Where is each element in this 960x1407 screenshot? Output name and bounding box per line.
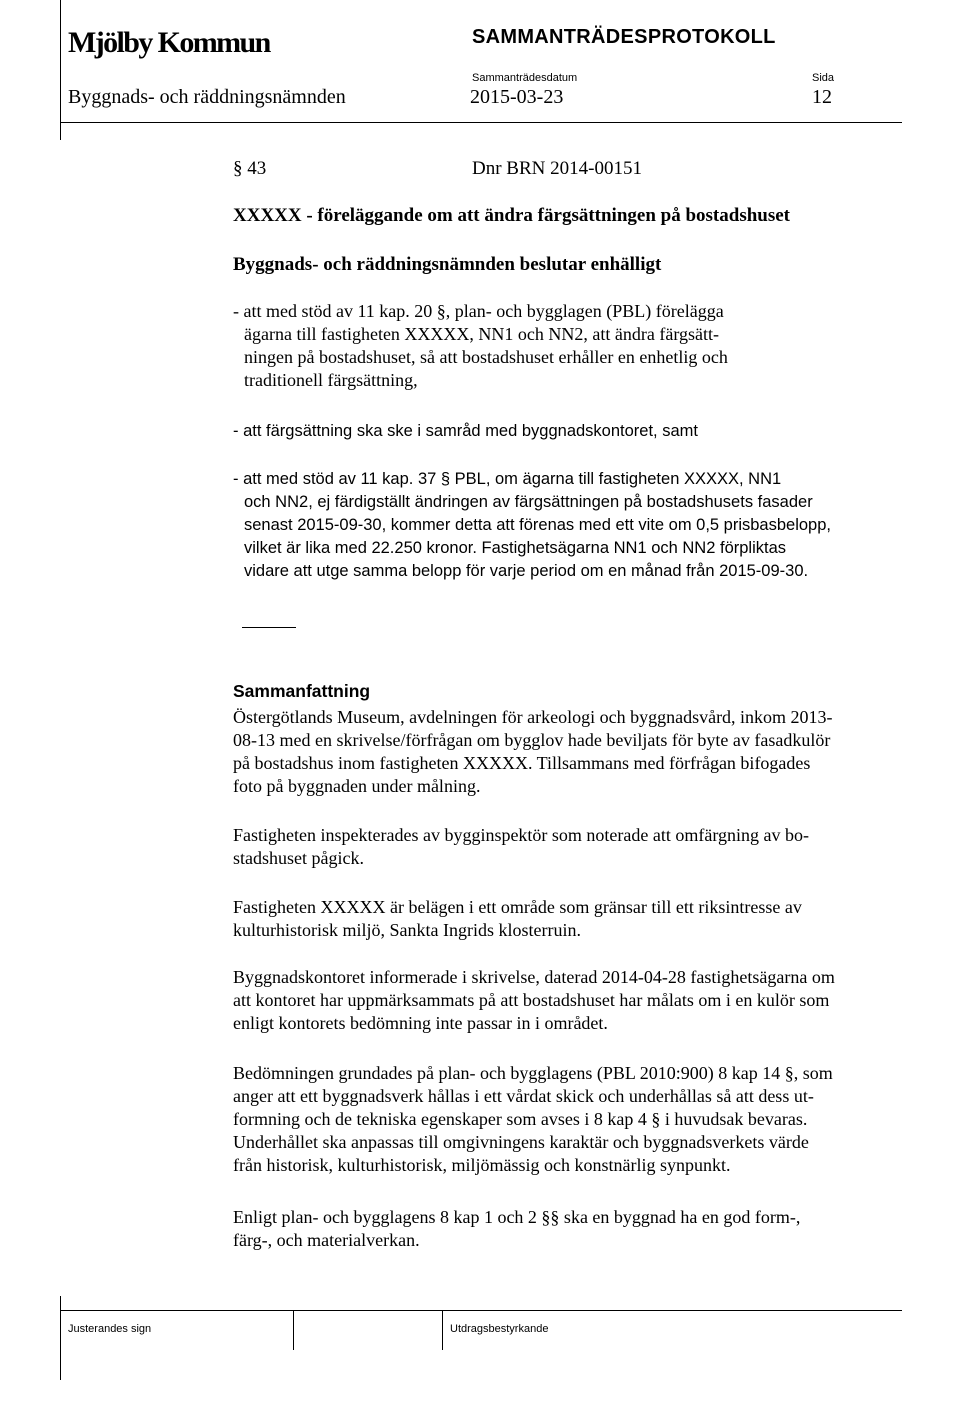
clause-line: vidare att utge samma belopp för varje period om en månad från 2015-09-30.: [244, 562, 809, 580]
utdragsbestyrkande-label: Utdragsbestyrkande: [450, 1323, 549, 1335]
clause-line: vilket är lika med 22.250 kronor. Fastighetsägarna NN1 och NN2 förpliktas: [244, 539, 787, 557]
decision-clause-1: [233, 300, 724, 323]
justerandes-sign-label: Justerandes sign: [68, 1323, 152, 1335]
clause-line: - att med stöd av 11 kap. 37 § PBL, om ägarna till fastigheten XXXXX, NN1: [233, 470, 782, 488]
item-title: XXXXX - föreläggande om att ändra färgsättningen på bostadshuset: [233, 205, 791, 226]
decision-clause-1-continued: [244, 323, 728, 392]
summary-line: foto på byggnaden under målning.: [233, 776, 481, 796]
summary-line: formning och de tekniska egenskaper som avses i 8 kap 4 § i huvudsak bevaras.: [233, 1109, 808, 1129]
clause-line: senast 2015-09-30, kommer detta att förenas med ett vite om 0,5 prisbasbelopp,: [244, 516, 831, 534]
meeting-date: 2015-03-23: [470, 86, 564, 108]
decision-clause-3: [233, 468, 781, 491]
left-margin-line-top: [60, 0, 61, 140]
summary-line: Enligt plan- och bygglagens 8 kap 1 och 2 §§ ska en byggnad ha en god form-,: [233, 1207, 801, 1227]
diary-number: Dnr BRN 2014-00151: [472, 158, 642, 179]
clause-line: - att med stöd av 11 kap. 20 §, plan- och bygglagen (PBL) förelägga: [233, 301, 724, 321]
summary-heading: Sammanfattning: [233, 681, 371, 701]
meeting-date-label: Sammanträdesdatum: [472, 72, 578, 84]
summary-line: Bedömningen grundades på plan- och bygglagens (PBL 2010:900) 8 kap 14 §, som: [233, 1063, 833, 1083]
clause-line: ägarna till fastigheten XXXXX, NN1 och NN2, att ändra färgsätt-: [244, 324, 720, 344]
left-margin-line-bottom: [60, 1296, 61, 1380]
summary-line: 08-13 med en skrivelse/förfrågan om bygglov hade beviljats för byte av fasadkulör: [233, 730, 831, 750]
summary-line: Östergötlands Museum, avdelningen för arkeologi och byggnadsvård, inkom 2013-: [233, 707, 833, 727]
org-name: Mjölby Kommun: [68, 26, 270, 59]
summary-paragraph-5: [233, 1062, 833, 1177]
summary-line: kulturhistorisk miljö, Sankta Ingrids klosterruin.: [233, 920, 581, 940]
summary-paragraph-4: [233, 966, 835, 1035]
summary-line: stadshuset pågick.: [233, 848, 364, 868]
summary-line: att kontoret har uppmärksammats på att bostadshuset har målats om i en kulör som: [233, 990, 830, 1010]
summary-paragraph-2: [233, 824, 809, 870]
summary-line: anger att ett byggnadsverk hållas i ett vårdat skick och underhållas så att dess ut-: [233, 1086, 814, 1106]
summary-line: färg-, och materialverkan.: [233, 1230, 420, 1250]
footer-divider: [60, 1310, 902, 1311]
clause-line: traditionell färgsättning,: [244, 370, 418, 390]
summary-paragraph-3: [233, 896, 802, 942]
clause-line: och NN2, ej färdigställt ändringen av färgsättningen på bostadshusets fasader: [244, 493, 813, 511]
header-divider: [60, 122, 902, 123]
summary-line: enligt kontorets bedömning inte passar in i området.: [233, 1013, 608, 1033]
footer-extract-box-divider: [442, 1310, 443, 1350]
page-label: Sida: [812, 72, 835, 84]
summary-line: Fastigheten XXXXX är belägen i ett område som gränsar till ett riksintresse av: [233, 897, 802, 917]
page-number: 12: [812, 86, 832, 108]
summary-paragraph-1: [233, 706, 833, 798]
clause-line: ningen på bostadshuset, så att bostadshuset erhåller en enhetlig och: [244, 347, 728, 367]
decision-clause-3-continued: [244, 491, 831, 583]
footer-sign-box-divider: [293, 1310, 294, 1350]
summary-line: på bostadshus inom fastigheten XXXXX. Tillsammans med förfrågan bifogades: [233, 753, 811, 773]
summary-line: Fastigheten inspekterades av bygginspektör som noterade att omfärgning av bo-: [233, 825, 810, 845]
document-title: SAMMANTRÄDESPROTOKOLL: [472, 26, 776, 48]
clause-line: - att färgsättning ska ske i samråd med byggnadskontoret, samt: [233, 422, 698, 440]
section-separator: [242, 627, 296, 628]
summary-line: från historisk, kulturhistorisk, miljömässig och konstnärlig synpunkt.: [233, 1155, 731, 1175]
summary-line: Underhållet ska anpassas till omgivningens karaktär och byggnadsverkets värde: [233, 1132, 809, 1152]
decision-clause-2: [233, 420, 698, 443]
decision-heading: Byggnads- och räddningsnämnden beslutar enhälligt: [233, 254, 662, 275]
board-name: Byggnads- och räddningsnämnden: [68, 86, 346, 108]
summary-paragraph-6: [233, 1206, 800, 1252]
summary-line: Byggnadskontoret informerade i skrivelse, daterad 2014-04-28 fastighetsägarna om: [233, 967, 835, 987]
paragraph-number: § 43: [233, 158, 267, 179]
